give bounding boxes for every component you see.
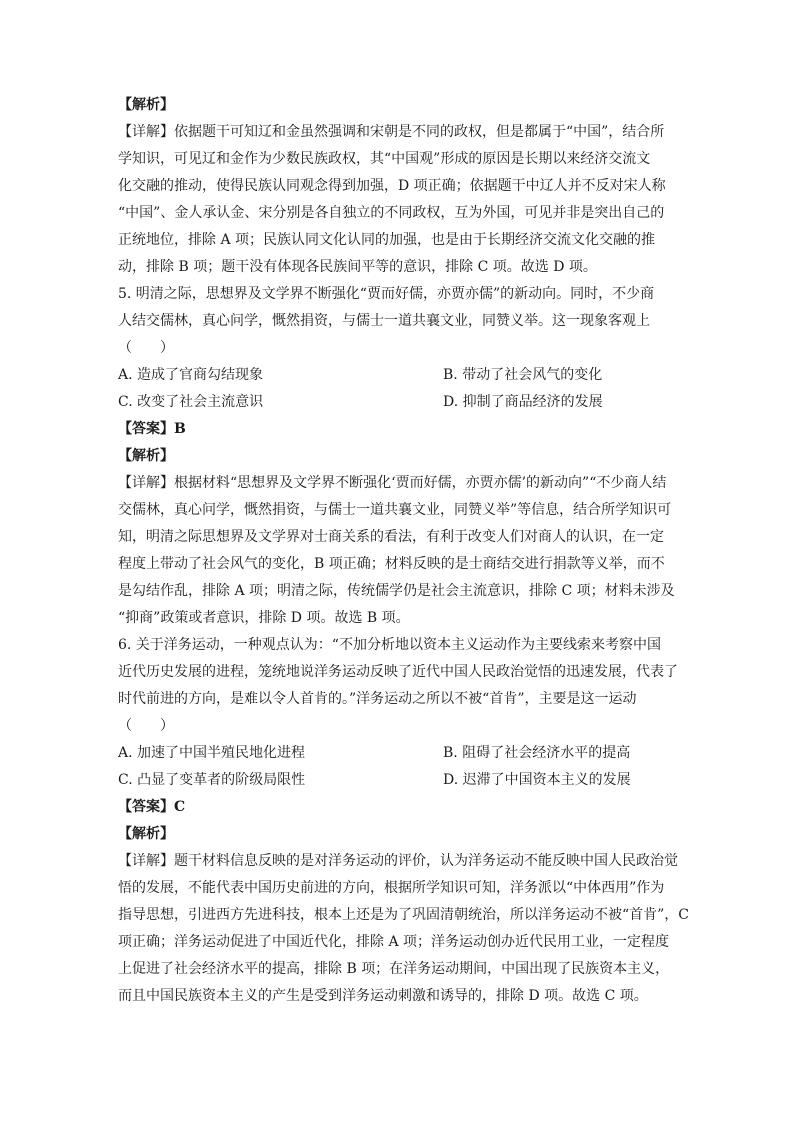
document-page: [118, 92, 690, 1010]
q5-detail-line: 交儒林，真心问学，慨然捐资，与儒士一道共襄文业，同赞义举”等信息，结合所学知识可: [118, 502, 672, 518]
q4-detail-line: 化交融的推动，使得民族认同观念得到加强，D 项正确；依据题干中辽人并不反对宋人称: [118, 178, 666, 194]
q6-detail-line: 悟的发展，不能代表中国历史前进的方向，根据所学知识可知，洋务派以“中体西用”作为: [118, 880, 665, 896]
q5-analysis-label: 【解析】: [118, 448, 174, 464]
q5-options-row-2: [118, 389, 678, 416]
q5-detail-line: 【详解】根据材料“思想界及文学界不断强化‘贾而好儒，亦贾亦儒’的新动向”“不少商人结: [118, 475, 667, 491]
q4-analysis-label: 【解析】: [118, 97, 174, 113]
q6-option-b: B. 阻碍了社会经济水平的提高: [443, 745, 631, 761]
q5-detail-line: “抑商”政策或者意识，排除 D 项。故选 B 项。: [118, 610, 410, 626]
q5-options-row-1: [118, 362, 678, 389]
q5-option-a: A. 造成了官商勾结现象: [118, 367, 264, 383]
q5-stem-line: （ ）: [118, 340, 174, 356]
q4-detail-line: 【详解】依据题干可知辽和金虽然强调和宋朝是不同的政权，但是都属于“中国”，结合所: [118, 124, 665, 140]
q6-option-c: C. 凸显了变革者的阶级局限性: [118, 772, 306, 788]
q4-detail-line: “中国”、金人承认金、宋分别是各自独立的不同政权，互为外国，可见并非是突出自己的: [118, 205, 665, 221]
q5-detail-line: 知，明清之际思想界及文学界对士商关系的看法，有利于改变人们对商人的认识，在一定: [118, 529, 664, 545]
q5-answer: 【答案】B: [118, 421, 186, 437]
q5-stem-line: 人结交儒林，真心问学，慨然捐资，与儒士一道共襄文业，同赞义举。这一现象客观上: [118, 313, 650, 329]
q5-option-d: D. 抑制了商品经济的发展: [443, 394, 603, 410]
q4-detail-line: 学知识，可见辽和金作为少数民族政权，其“中国观”形成的原因是长期以来经济交流文: [118, 151, 651, 167]
q6-stem-line: （ ）: [118, 718, 174, 734]
q6-stem-line: 6. 关于洋务运动，一种观点认为：“不加分析地以资本主义运动作为主要线索来考察中国: [118, 637, 661, 653]
q6-answer: 【答案】C: [118, 799, 186, 815]
q5-detail-line: 是勾结作乱，排除 A 项；明清之际，传统儒学仍是社会主流意识，排除 C 项；材料未涉及: [118, 583, 675, 599]
q5-option-b: B. 带动了社会风气的变化: [443, 367, 603, 383]
q6-options-row-2: [118, 767, 678, 794]
q4-detail-line: 正统地位，排除 A 项；民族认同文化认同的加强，也是由于长期经济交流文化交融的推: [118, 232, 656, 248]
q6-analysis-label: 【解析】: [118, 826, 174, 842]
q5-stem-line: 5. 明清之际，思想界及文学界不断强化“贾而好儒，亦贾亦儒”的新动向。同时，不少商: [118, 286, 655, 302]
q6-options-row-1: [118, 740, 678, 767]
q6-option-d: D. 迟滞了中国资本主义的发展: [443, 772, 631, 788]
q6-option-a: A. 加速了中国半殖民地化进程: [118, 745, 306, 761]
q6-stem-line: 近代历史发展的进程，笼统地说洋务运动反映了近代中国人民政治觉悟的迅速发展，代表了: [118, 664, 678, 680]
q6-detail-line: 【详解】题干材料信息反映的是对洋务运动的评价，认为洋务运动不能反映中国人民政治觉: [118, 853, 678, 869]
q6-stem-line: 时代前进的方向，是难以令人首肯的。”洋务运动之所以不被“首肯”，主要是这一运动: [118, 691, 637, 707]
q5-option-c: C. 改变了社会主流意识: [118, 394, 264, 410]
q5-detail-line: 程度上带动了社会风气的变化，B 项正确；材料反映的是士商结交进行捐款等义举，而不: [118, 556, 665, 572]
q6-detail-line: 而且中国民族资本主义的产生是受到洋务运动刺激和诱导的，排除 D 项。故选 C 项。: [118, 988, 648, 1004]
q4-detail-line: 动，排除 B 项；题干没有体现各民族间平等的意识，排除 C 项。故选 D 项。: [118, 259, 597, 275]
q6-detail-line: 上促进了社会经济水平的提高，排除 B 项；在洋务运动期间，中国出现了民族资本主义，: [118, 961, 670, 977]
q6-detail-line: 指导思想，引进西方先进科技，根本上还是为了巩固清朝统治，所以洋务运动不被“首肯”，C: [118, 907, 690, 923]
q6-detail-line: 项正确；洋务运动促进了中国近代化，排除 A 项；洋务运动创办近代民用工业，一定程度: [118, 934, 670, 950]
